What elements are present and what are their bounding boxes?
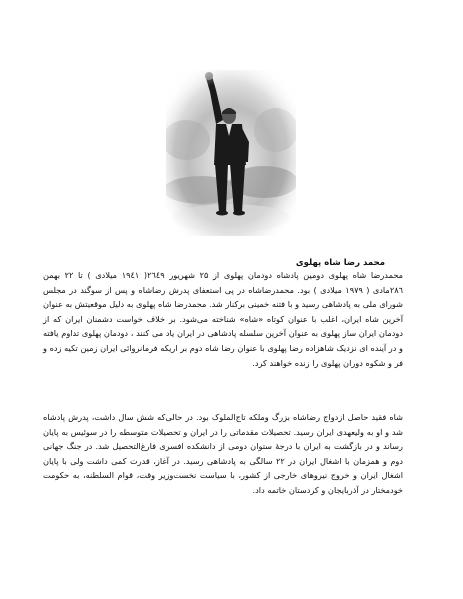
page-title: محمد رضا شاه پهلوی xyxy=(295,258,385,268)
paragraph-1: محمدرضا شاه پهلوی دومین پادشاه دودمان پهلوی از ۲۵ شهریور ۲٦٤٩( ۱۹٤۱ میلادی ) تا ۲۲ بهمن ۲۸٦مادی ( ۱۹۷۹ میلادی ) بود. محمدرضاشاه در پی استعفای پدرش رضاشاه و پس از سوگند در مجلس شورای ملی به پادشاهی رسید و با فتنه خمینی برکنار شد. محمدرضا شاه پهلوی به دلیل موقعیتش به عنوان آخرین شاه ایران، اغلب با عنوان کوتاه «شاه» شناخته می‌شود. بر خلاف خواست دشمنان ایران که از دودمان ایران ساز پهلوی به عنوان آخرین سلسله پادشاهی در ایران یاد می کنند ، دودمان پهلوی تداوم یافته و در آینده ای نزدیک شاهزاده رضا پهلوی با عنوان رضا شاه دوم بر اریکه فرمانروائی ایران زمین تکیه زده و فر و شکوه دوران پهلوی را زنده خواهند کرد. xyxy=(43,270,404,368)
paragraph-2: شاه فقید حاصل ازدواج رضاشاه بزرگ وملکه تاج‌الملوک بود. در حالی‌که شش سال داشت، پدرش پادشاه شد و او به ولیعهدی ایران رسید. تحصیلات مقدماتی را در ایران و تحصیلات متوسطه را در سوئیس به پایان رساند و در بازگشت به ایران با درجهٔ ستوان دومی از دانشکده افسری فارغ‌التحصیل شد. در جنگ جهانی دوم و همزمان با اشغال ایران در ۲۲ سالگی به پادشاهی رسید. در آغاز، قدرت کمی داشت ولی با پایان اشغال ایران و خروج نیروهای خارجی از کشور، با سیاست نخست‌وزیر وقت، قوام السلطنه، به حکومت خودمختار در آذربایجان و کردستان خاتمه داد. xyxy=(43,412,403,495)
portrait-photo xyxy=(166,70,296,236)
